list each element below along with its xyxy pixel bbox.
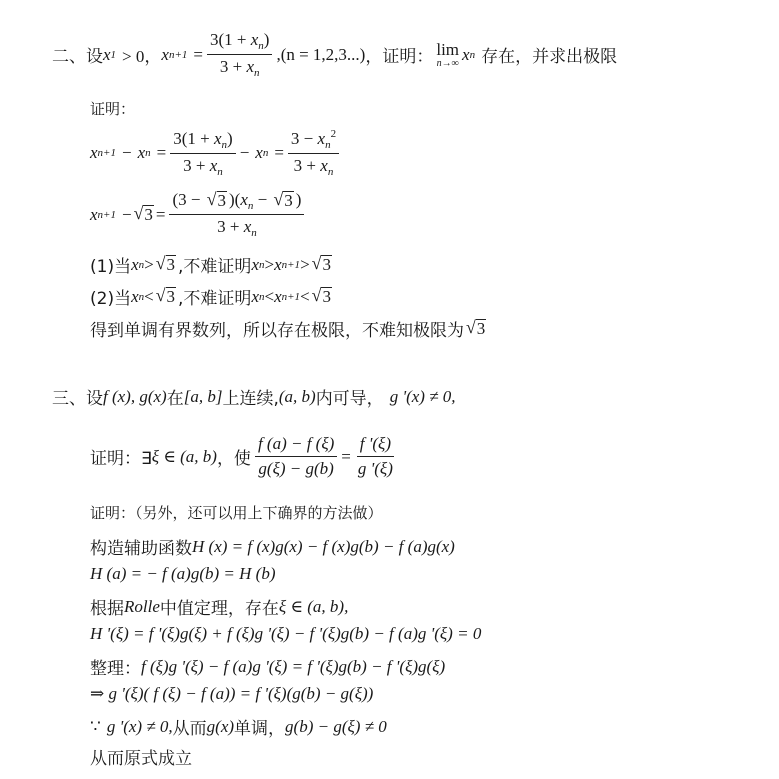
problem3-h-derivative: H '(ξ) = f '(ξ)g(ξ) + f (ξ)g '(ξ) − f '(ξ)g(b) − f (a)g '(ξ) = 0 — [90, 624, 482, 643]
problem3-statement: 三、 设 f (x), g(x) 在 [a, b] 上连续, (a, b) 内可导， g '(x) ≠ 0, — [52, 384, 456, 409]
limit-expression: lim n→∞ — [436, 40, 460, 69]
problem3-final: 从而原式成立 — [90, 749, 192, 769]
problem3-proof-label: 证明：（另外，还可以用上下确界的方法做） — [90, 504, 383, 522]
problem2-statement: 二、 设 x 1 > 0， x n+1 = $\frac{3(1 + x_n)}{3 + x_n}$ ,(n = 1,2,3...) ，证明： lim n→∞ x n 存在，并求出极限 — [52, 30, 618, 79]
problem3-construct: 构造辅助函数 H (x) = f (x)g(x) − f (x)g(b) − f (a)g(x) — [90, 536, 455, 559]
problem3-implies: ⇒ g '(ξ)( f (ξ) − f (a)) = f '(ξ)(g(b) − g(ξ)) — [90, 684, 374, 703]
problem2-case-1: (1)当 x n > √ 3 ,不难证明 x n > x n+1 > √ 3 — [90, 252, 331, 277]
problem3-marker: 三、 — [52, 389, 86, 409]
problem2-conclusion: 得到单调有界数列，所以存在极限，不难知极限为 √ 3 — [90, 316, 486, 341]
problem2-case-2: (2)当 x n < √ 3 ,不难证明 x n < x n+1 < √ 3 — [90, 284, 331, 309]
problem2-marker: 二、 — [52, 47, 86, 67]
problem3-h-values: H (a) = − f (a)g(b) = H (b) — [90, 564, 276, 583]
problem2-equation-2: x n+1 − √ 3 = (3 − √ 3 )($x_n$ − √ 3 ) $3 + x_n$ — [90, 190, 308, 239]
problem3-rolle: 根据 Rolle 中值定理，存在 ξ ∈ (a, b), — [90, 596, 349, 619]
problem3-because: ∵ g '(x) ≠ 0, 从而 g(x) 单调， g(b) − g(ξ) ≠ 0 — [90, 716, 387, 739]
problem3-claim: 证明：∃ ξ ∈ (a, b) ，使 $\frac{f (a) - f (\xi)}{g(\xi) - g(b)}$ = $\frac{f '(\xi)}{g '(\xi)}$ — [90, 434, 400, 479]
problem2-equation-1: x n+1 − x n = $\frac{3(1 + x_n)}{3 + x_n}$ − x n = $\frac{3 - x_n^2}{3 + x_n}$ — [90, 128, 343, 178]
problem2-proof-label: 证明： — [90, 100, 136, 118]
claim-fraction-right: $\frac{f '(\xi)}{g '(\xi)}$ — [357, 434, 393, 478]
recurrence-fraction: $\frac{3(1 + x_n)}{3 + x_n}$ — [207, 30, 272, 79]
problem3-arrange: 整理： f (ξ)g '(ξ) − f (a)g '(ξ) = f '(ξ)g(b) − f '(ξ)g(ξ) — [90, 656, 446, 679]
claim-fraction-left: $\frac{f (a) - f (\xi)}{g(\xi) - g(b)}$ — [255, 434, 337, 479]
